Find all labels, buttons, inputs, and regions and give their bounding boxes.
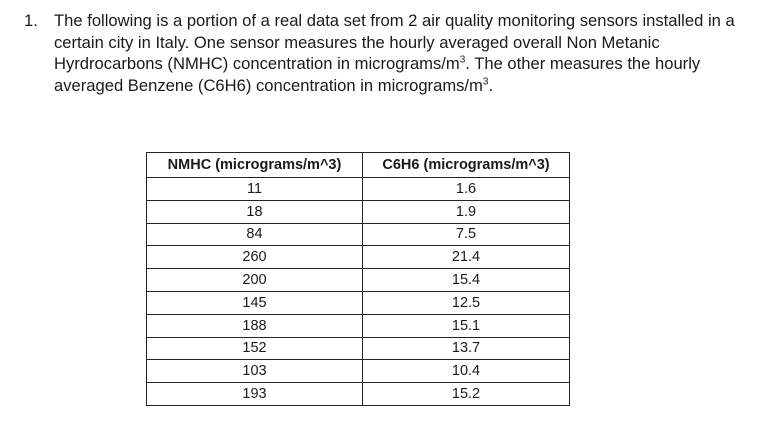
question-block [24, 10, 772, 96]
table-row [147, 246, 570, 269]
table-row [147, 200, 570, 223]
table-row [147, 223, 570, 246]
nmhc-cell: 145 [147, 291, 363, 314]
c6h6-cell: 1.6 [363, 178, 570, 201]
nmhc-cell: 200 [147, 269, 363, 292]
c6h6-cell: 7.5 [363, 223, 570, 246]
nmhc-cell: 11 [147, 178, 363, 201]
nmhc-cell: 188 [147, 314, 363, 337]
nmhc-cell: 18 [147, 200, 363, 223]
table-row [147, 383, 570, 406]
c6h6-cell: 15.2 [363, 383, 570, 406]
data-table [146, 152, 570, 406]
table-row [147, 291, 570, 314]
question-text-part1: The following is a portion of a real data set from 2 air quality monitoring sensors installed in a certain city in Italy. One sensor measures the hourly averaged overall Non Metanic Hyrdrocarbons (NMHC) concentration in micrograms/m [54, 11, 735, 73]
table-row [147, 269, 570, 292]
c6h6-cell: 15.4 [363, 269, 570, 292]
nmhc-cell: 152 [147, 337, 363, 360]
c6h6-cell: 10.4 [363, 360, 570, 383]
nmhc-cell: 193 [147, 383, 363, 406]
column-header-c6h6: C6H6 (micrograms/m^3) [363, 153, 570, 178]
table-row [147, 314, 570, 337]
table-row [147, 178, 570, 201]
question-text-part2: . The other measures the hourly averaged Benzene (C6H6) concentration in micrograms/m [54, 54, 701, 95]
superscript-exponent-1: 3 [459, 54, 466, 66]
c6h6-cell: 1.9 [363, 200, 570, 223]
c6h6-cell: 12.5 [363, 291, 570, 314]
column-header-nmhc: NMHC (micrograms/m^3) [147, 153, 363, 178]
nmhc-cell: 84 [147, 223, 363, 246]
table-header-row [147, 153, 570, 178]
question-text-part3: . [488, 75, 494, 95]
table-row [147, 360, 570, 383]
nmhc-cell: 260 [147, 246, 363, 269]
superscript-exponent-2: 3 [482, 75, 489, 87]
table-row [147, 337, 570, 360]
nmhc-cell: 103 [147, 360, 363, 383]
c6h6-cell: 21.4 [363, 246, 570, 269]
question-number: 1. [24, 11, 38, 30]
question-text [54, 10, 772, 96]
c6h6-cell: 15.1 [363, 314, 570, 337]
c6h6-cell: 13.7 [363, 337, 570, 360]
